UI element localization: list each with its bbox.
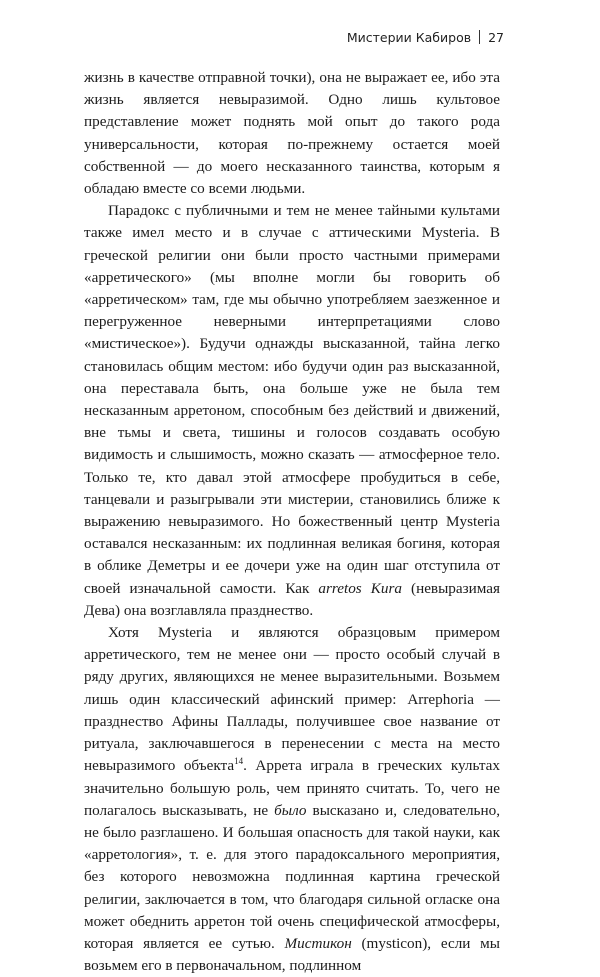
italic-word-mystikon: Мистикон xyxy=(284,934,352,952)
paragraph-continued: жизнь в качестве отправной точки), она не выражает ее, ибо эта жизнь является невыразимой. Одно лишь культовое представление может поднять мой опыт до такого рода универсальности, которая по-прежнему остается моей собственной — до моего несказанного таинства, которым я обладаю вместе со всеми людьми. xyxy=(84,69,500,198)
italic-term: arretos Kura xyxy=(318,579,402,597)
footnote-marker[interactable]: 14 xyxy=(234,756,244,767)
body-text xyxy=(84,67,500,977)
paragraph-arrephoria: Хотя Mysteria и являются образцовым примером арретического, тем не менее они — просто особый случай в ряду других, являющихся не менее выразительными. Возьмем лишь один классический афинский пример: Arrephoria — празднество Афины Паллады, получившее свое название от ритуала, заключавшегося в перенесении с места на место невыразимого объекта$^{14}$. Аррета играла в греческих культах значительно большую роль, чем принято считать. То, чего не полагалось высказывать, не было высказано и, следовательно, не было разглашено. И большая опасность для такой науки, как «арретология», т. е. для этого парадоксального мероприятия, без которого невозможна подлинная картина греческой религии, заключается в том, что благодаря сильной огласке она может обеднить арретон той очень специфической атмосферы, которая является ее сутью. Мистикон (mysticon), если мы возьмем его в первоначальном, подлинном xyxy=(84,624,501,975)
running-title: Мистерии Кабиров xyxy=(346,30,472,45)
running-header xyxy=(347,30,504,45)
italic-word: было xyxy=(274,801,307,819)
paragraph-mysteria: Парадокс с публичными и тем не менее тайными культами также имел место и в случае с аттическими Mysteria. В греческой религии они были просто частными примерами «арретического» (мы вполне могли бы говорить об «арретическом» там, где мы обычно употребляем заезженное и перегруженное неверными интерпретациями слово «мистическое»). Будучи однажды высказанной, тайна легко становилась общим местом: ибо будучи один раз высказанной, она переставала быть, она больше уже не была тем несказанным арретоном, способным без действий и движений, вне тьмы и света, тишины и голосов создавать особую видимость и слышимость, можно сказать — атмосферное тело. Только те, кто давал этой атмосфере пробудиться в себе, танцевали и разыгрывали эти мистерии, становились ближе к выражению невыразимого. Но божественный центр Mysteria оставался несказанным: их подлинная великая богиня, которая в облике Деметры и ее дочери уже на один шаг отступила от своей изначальной самости. Как arretos Kura (невыразимая Дева) она возглавляла празднество. xyxy=(84,202,501,619)
page-number: 27 xyxy=(488,30,504,45)
header-divider xyxy=(479,30,480,44)
